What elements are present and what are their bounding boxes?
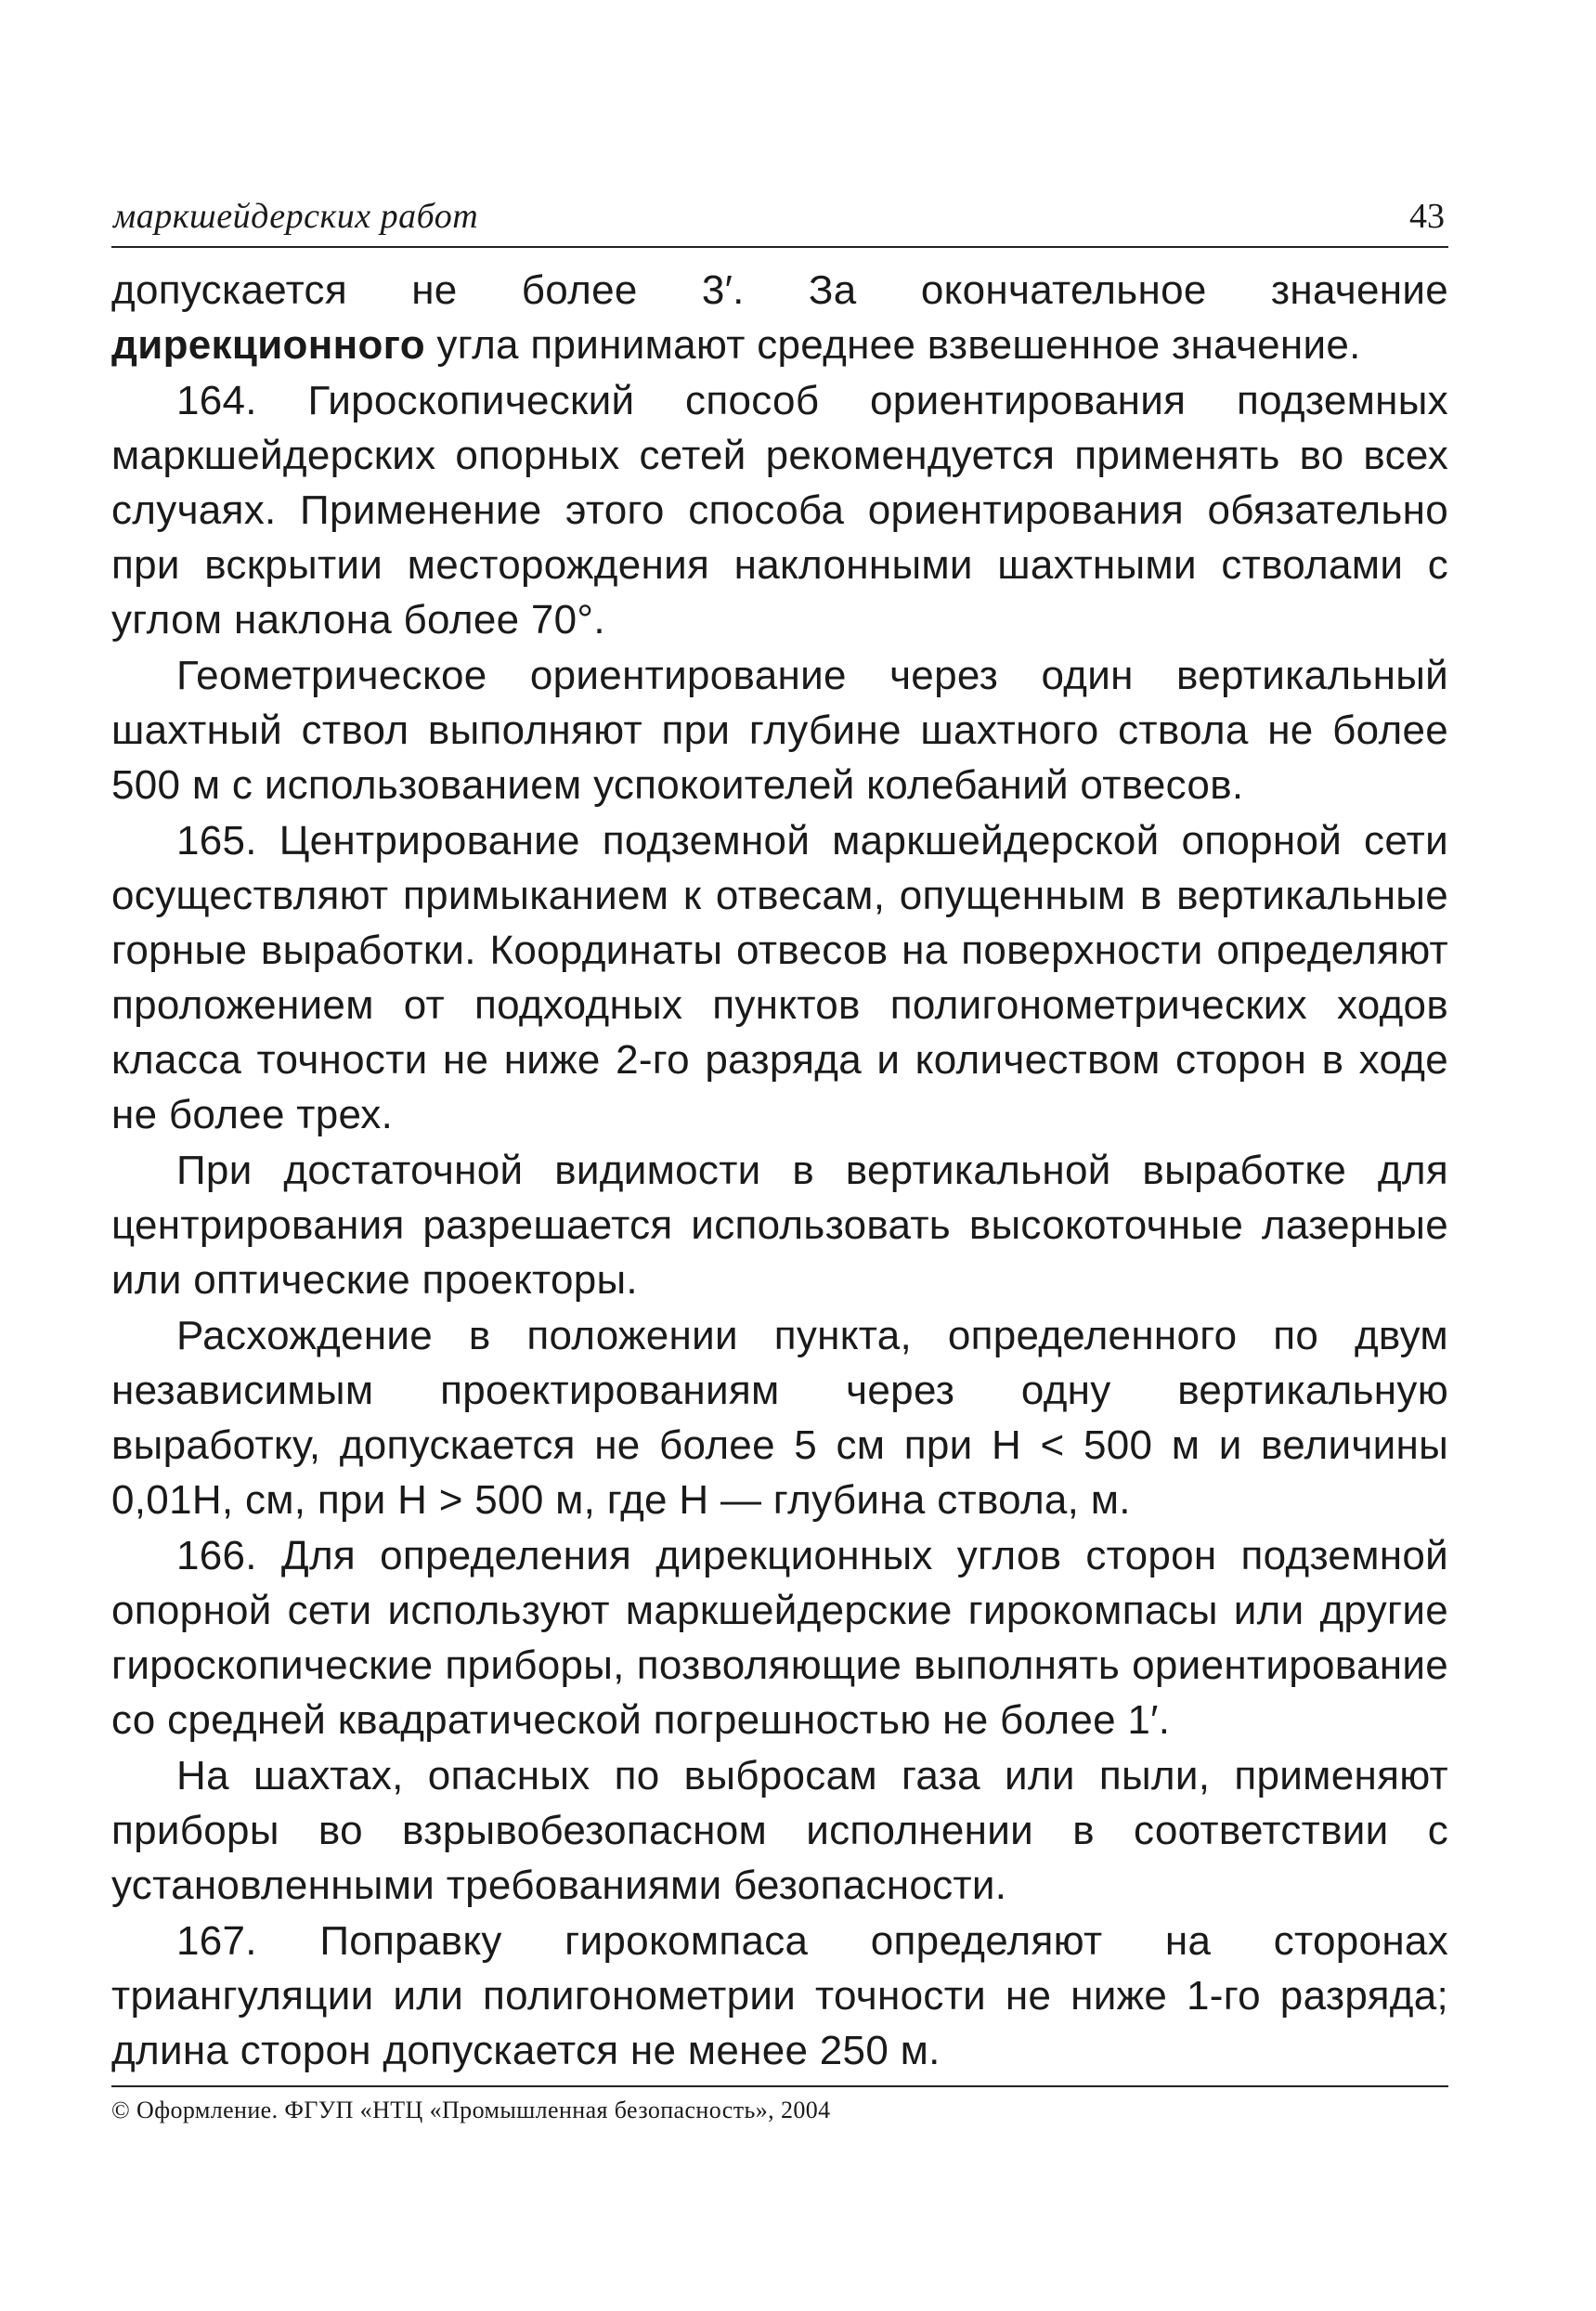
paragraph-explosion-proof: На шахтах, опасных по выбросам газа или пыли, применяют приборы во взрывобезопасном исполнении в соответствии с установленными требованиями безопасности.: [111, 1753, 1448, 1908]
page-number: 43: [1409, 197, 1445, 236]
paragraph-continued: [111, 263, 1448, 372]
running-title: маркшейдерских работ: [113, 197, 479, 236]
paragraph-text-before-bold: допускается не более 3′. За окончательное значение: [111, 267, 1448, 313]
paragraph-geometric-orientation: Геометрическое ориентирование через один вертикальный шахтный ствол выполняют при глубине шахтного ствола не более 500 м с использованием успокоителей колебаний отвесов.: [111, 653, 1448, 808]
bold-term: дирекционного: [111, 322, 425, 368]
paragraph-166: 166. Для определения дирекционных углов сторон подземной опорной сети используют маркшейдерские гирокомпасы или другие гироскопические приборы, позволяющие выполнять ориентирование со средней квадратической погрешностью не более 1′.: [111, 1533, 1448, 1743]
paragraph-discrepancy: Расхождение в положении пункта, определенного по двум независимым проектированиям через одну вертикальную выработку, допускается не более 5 см при H < 500 м и величины 0,01H, см, при H > 500 м, где H — глубина ствола, м.: [111, 1313, 1448, 1523]
footer-divider: [111, 2085, 1448, 2087]
paragraph-167: 167. Поправку гирокомпаса определяют на сторонах триангуляции или полигонометрии точности не ниже 1-го разряда; длина сторон допускается не менее 250 м.: [111, 1918, 1448, 2073]
paragraph-164: 164. Гироскопический способ ориентирования подземных маркшейдерских опорных сетей рекомендуется применять во всех случаях. Применение этого способа ориентирования обязательно при вскрытии месторождения наклонными шахтными стволами с углом наклона более 70°.: [111, 378, 1448, 643]
running-header: [111, 190, 1448, 248]
document-page: [111, 190, 1448, 2079]
body-text: [111, 263, 1448, 2078]
copyright-notice: © Оформление. ФГУП «НТЦ «Промышленная безопасность», 2004: [111, 2097, 831, 2123]
paragraph-projectors: При достаточной видимости в вертикальной выработке для центрирования разрешается использовать высокоточные лазерные или оптические проекторы.: [111, 1148, 1448, 1303]
page-footer: [111, 2085, 1448, 2124]
paragraph-165: 165. Центрирование подземной маркшейдерской опорной сети осуществляют примыканием к отвесам, опущенным в вертикальные горные выработки. Координаты отвесов на поверхности определяют проложением от подходных пунктов полигонометрических ходов класса точности не ниже 2-го разряда и количеством сторон в ходе не более трех.: [111, 818, 1448, 1137]
paragraph-text-after-bold: угла принимают среднее взвешенное значение.: [424, 322, 1361, 368]
